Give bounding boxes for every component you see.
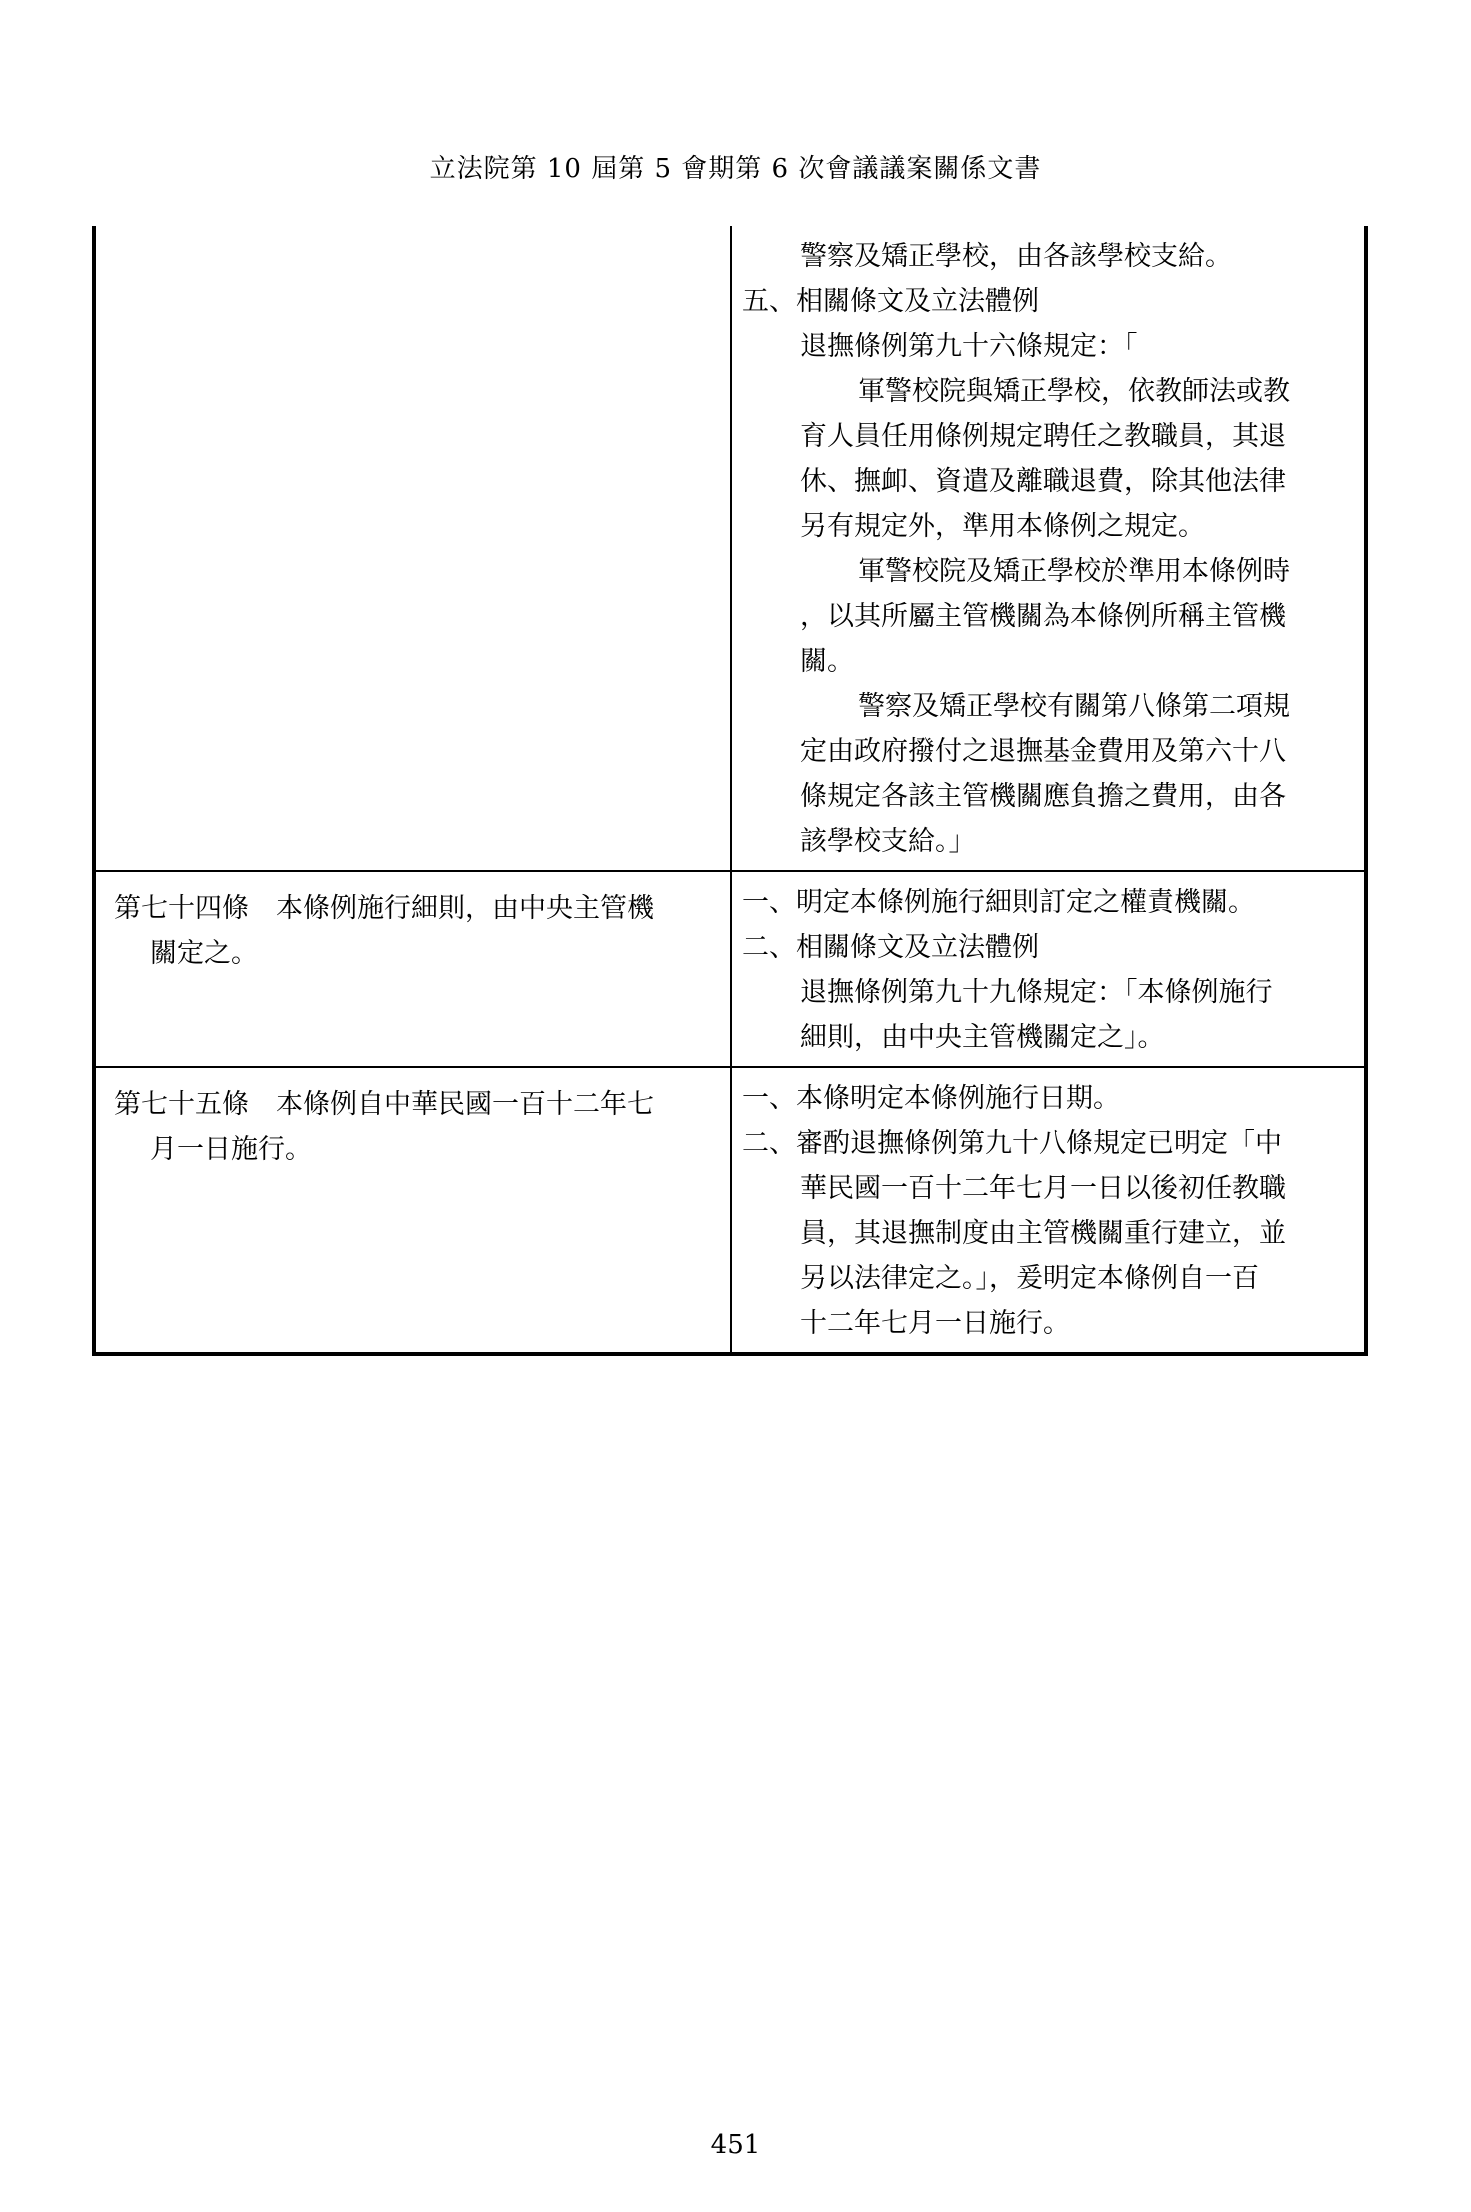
explanation-text-line: 一、明定本條例施行細則訂定之權責機關。: [742, 887, 1255, 918]
comparison-table: [92, 226, 1368, 1356]
article-text-line: 月一日施行。: [150, 1134, 312, 1165]
explanation-text-line: 細則，由中央主管機關定之」。: [800, 1022, 1165, 1053]
explanation-text-line: 警察及矯正學校，由各該學校支給。: [800, 241, 1232, 272]
article-text-cell: [96, 872, 732, 1066]
article-text-line: 第七十五條 本條例自中華民國一百十二年七: [114, 1089, 654, 1120]
table-row: [96, 1066, 1364, 1352]
explanation-text-line: 另有規定外，準用本條例之規定。: [800, 511, 1205, 542]
explanation-text-line: 育人員任用條例規定聘任之教職員，其退: [800, 421, 1286, 452]
explanation-text-line: 二、審酌退撫條例第九十八條規定已明定「中: [742, 1128, 1282, 1159]
explanation-text-line: 退撫條例第九十六條規定：「: [800, 331, 1138, 362]
explanation-text-line: 關。: [800, 646, 854, 677]
explanation-text-line: 另以法律定之。」，爰明定本條例自一百: [800, 1263, 1259, 1294]
explanation-text-line: 二、相關條文及立法體例: [742, 932, 1039, 963]
article-text-cell: [96, 226, 732, 870]
explanation-cell: [732, 1068, 1364, 1352]
explanation-text-line: 休、撫卹、資遣及離職退費，除其他法律: [800, 466, 1286, 497]
explanation-text-line: 條規定各該主管機關應負擔之費用，由各: [800, 781, 1286, 812]
explanation-text-line: 華民國一百十二年七月一日以後初任教職: [800, 1173, 1286, 1204]
explanation-text-line: 員，其退撫制度由主管機關重行建立，並: [800, 1218, 1286, 1249]
article-text-cell: [96, 1068, 732, 1352]
explanation-text-line: 退撫條例第九十九條規定：「本條例施行: [800, 977, 1273, 1008]
article-text-line: 第七十四條 本條例施行細則，由中央主管機: [114, 893, 654, 924]
explanation-text-line: 軍警校院與矯正學校，依教師法或教: [858, 376, 1290, 407]
explanation-text-line: 軍警校院及矯正學校於準用本條例時: [858, 556, 1290, 587]
explanation-text-line: 警察及矯正學校有關第八條第二項規: [858, 691, 1290, 722]
explanation-cell: [732, 226, 1364, 870]
explanation-text-line: 定由政府撥付之退撫基金費用及第六十八: [800, 736, 1286, 767]
explanation-text-line: 五、相關條文及立法體例: [742, 286, 1039, 317]
table-row: [96, 870, 1364, 1066]
article-text-line: 關定之。: [150, 938, 258, 969]
explanation-text-line: 該學校支給。」: [800, 826, 976, 857]
explanation-text-line: ，以其所屬主管機關為本條例所稱主管機: [800, 601, 1286, 632]
page-number: 451: [710, 2130, 761, 2160]
explanation-text-line: 一、本條明定本條例施行日期。: [742, 1083, 1120, 1114]
explanation-text-line: 十二年七月一日施行。: [800, 1308, 1070, 1339]
page-header-title: 立法院第 10 屆第 5 會期第 6 次會議議案關係文書: [429, 154, 1042, 184]
table-row: [96, 226, 1364, 870]
explanation-cell: [732, 872, 1364, 1066]
